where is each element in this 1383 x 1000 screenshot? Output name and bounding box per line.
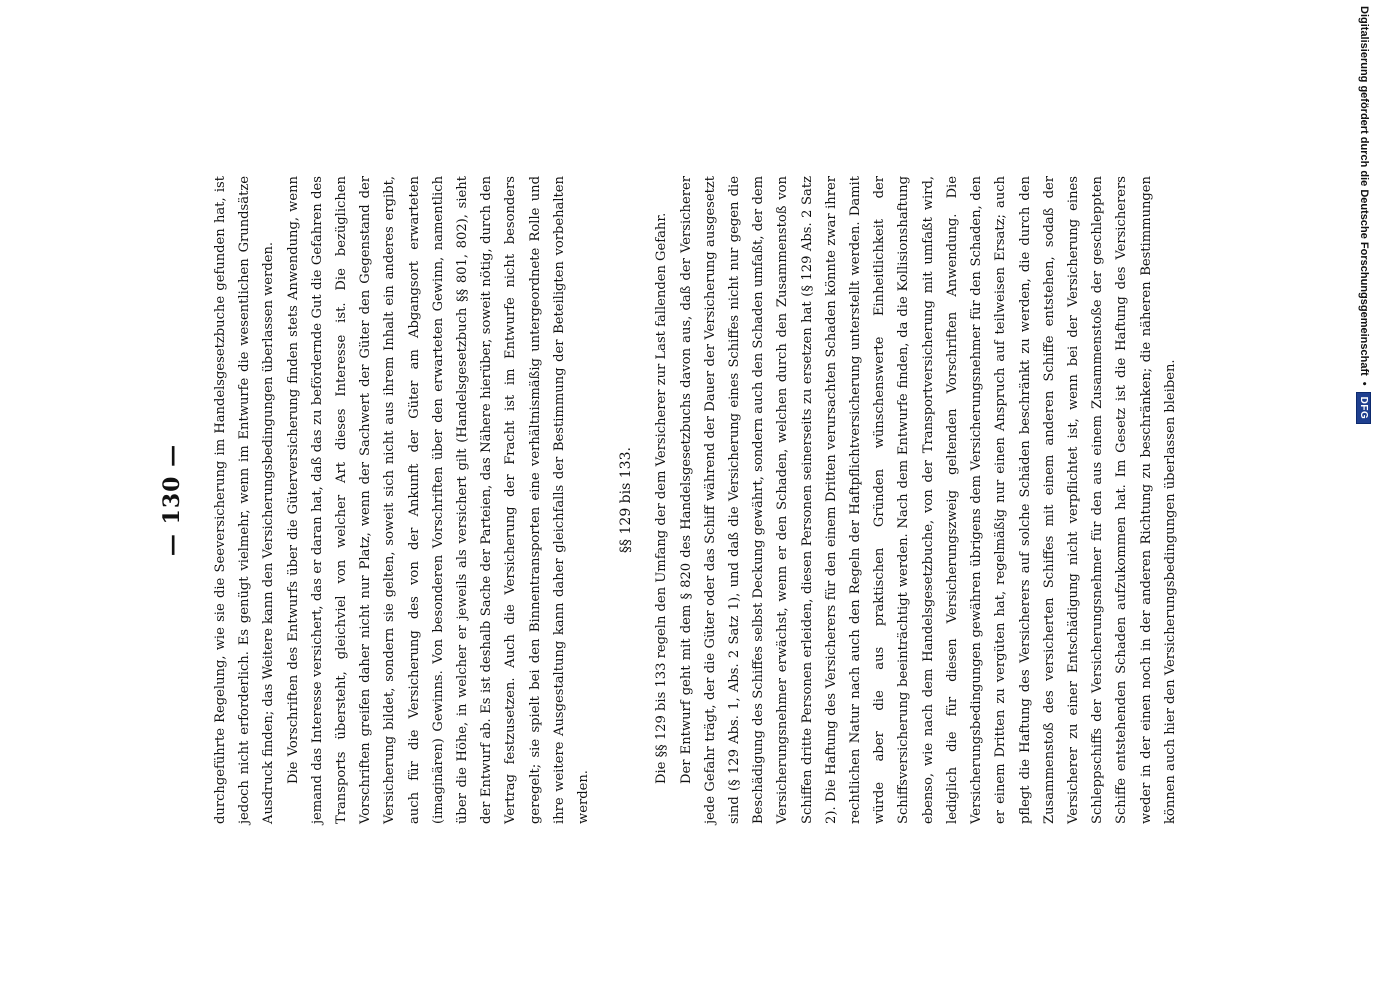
section-heading: §§ 129 bis 133. xyxy=(618,447,635,553)
dfg-logo: DFG xyxy=(1357,392,1372,425)
paragraph: durchgeführte Regelung, wie sie die Seeversicherung im Handelsgesetzbuche gefunden hat, ist jedoch nicht erforderlich. Es genügt vielmehr, wenn im Entwurfe die wesentlichen Grundsätze Ausdruck finden; das Weitere kann den Versicherungsbedingungen überlassen werden. xyxy=(213,176,277,824)
paragraph: Die Vorschriften des Entwurfs über die Güterversicherung finden stets Anwendung, wenn jemand das Interesse versichert, das er daran hat, daß das zu befördernde Gut die Gefahren des Transports übersteht, gleichviel von welcher Art dieses Interesse ist. Die bezüglichen Vorschriften greifen daher nicht nur Platz, wenn der Sachwert der Güter den Gegenstand der Versicherung bildet, sondern sie gelten, soweit sich nicht aus ihrem Inhalt ein anderes ergibt, auch für die Versicherung des von der Ankunft der Güter am Abgangsort erwarteten (imaginären) Gewinns. Von besonderen Vorschriften über den erwarteten Gewinn, namentlich über die Höhe, in welcher er jeweils als versichert gilt (Handelsgesetzbuch §§ 801, 802), sieht der Entwurf ab. Es ist deshalb Sache der Parteien, das Nähere hierüber, soweit nötig, durch den Vertrag festzusetzen. Auch die Versicherung der Fracht ist im Entwurfe nicht besonders geregelt; sie spielt bei den Binnentransporten eine verhältnismäßig untergeordnete Rolle und ihre weitere Ausgestaltung kann daher gleichfalls der Bestimmung der Beteiligten vorbehalten werden. xyxy=(285,176,592,824)
paragraph: Der Entwurf geht mit dem § 820 des Handelsgesetzbuchs davon aus, daß der Versicherer jede Gefahr trägt, der die Güter oder das Schiff während der Dauer der Versicherung ausgesetzt sind (§ 129 Abs. 1, Abs. 2 Satz 1), und daß die Versicherung eines Schiffes nicht nur gegen die Beschädigung des Schiffes selbst Deckung gewährt, sondern auch den Schaden umfaßt, der dem Versicherungsnehmer erwächst, wenn er den Schaden, welchen durch den Zusammenstoß von Schiffen dritte Personen erleiden, diesen Personen seinerseits zu ersetzen hat (§ 129 Abs. 2 Satz 2). Die Haftung des Versicherers für den einem Dritten verursachten Schaden könnte zwar ihrer rechtlichen Natur nach auch den Regeln der Haftpflichtversicherung unterstellt werden. Damit würde aber die aus praktischen Gründen wünschenswerte Einheitlichkeit der Schiffsversicherung beeinträchtigt werden. Nach dem Entwurfe finden, da die Kollisionshaftung ebenso, wie nach dem Handelsgesetzbuche, von der Transportversicherung mit umfaßt wird, lediglich die für diesen Versicherungszweig geltenden Vorschriften Anwendung. Die Versicherungsbedingungen gewähren übrigens dem Versicherungsnehmer für den Schaden, den er einem Dritten zu vergüten hat, regelmäßig nur einen Anspruch auf teilweisen Ersatz; auch pflegt die Haftung des Versicherers auf solche Schäden beschränkt zu werden, die durch den Zusammenstoß des versicherten Schiffes mit einem anderen Schiffe entstehen, sodaß der Versicherer zu einer Entschädigung nicht verpflichtet ist, wenn bei der Versicherung eines Schleppschiffs der Versicherungsnehmer für den aus einem Zusammenstoße der geschleppten Schiffe entstehenden Schaden aufzukommen hat. Im Gesetz ist die Haftung des Versicherers weder in der einen noch in der anderen Richtung zu beschränken; die näheren Bestimmungen können auch hier den Versicherungsbedingungen überlassen bleiben. xyxy=(678,176,1178,824)
digitization-stamp: Digitalisierung gefördert durch die Deutsche Forschungsgemeinschaft • DFG xyxy=(1353,6,1375,786)
page-number: — 130 — xyxy=(159,443,185,557)
scanned-page xyxy=(131,150,1251,850)
paragraph: Die §§ 129 bis 133 regeln den Umfang der dem Versicherer zur Last fallenden Gefahr. xyxy=(654,212,670,784)
stamp-text: Digitalisierung gefördert durch die Deutsche Forschungsgemeinschaft xyxy=(1358,6,1370,376)
body-text xyxy=(209,176,1183,824)
